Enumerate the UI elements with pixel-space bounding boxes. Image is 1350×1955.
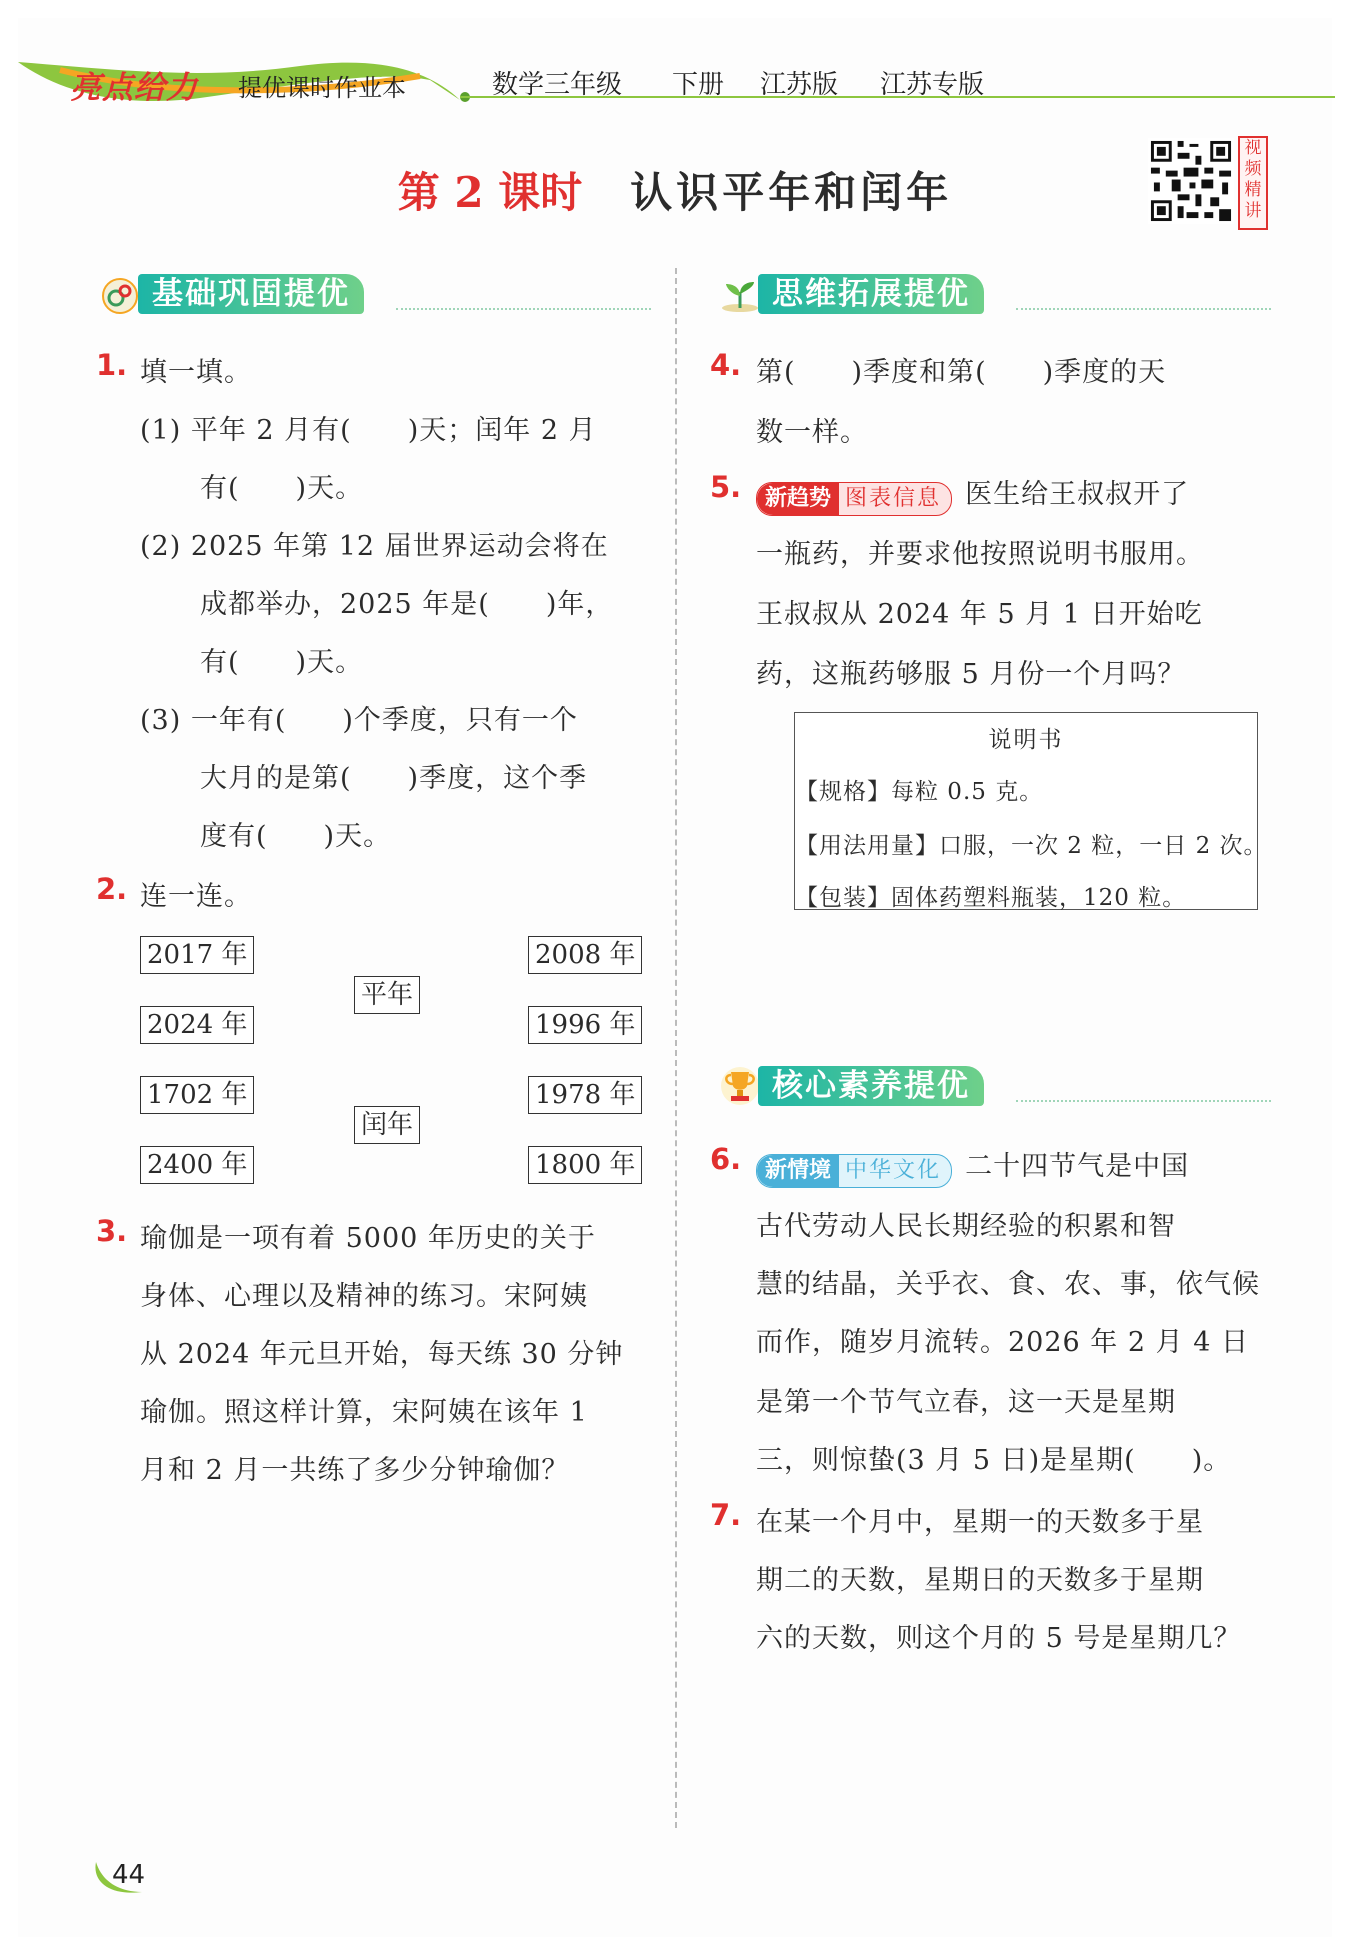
year-box-right[interactable]: 1978 年	[528, 1076, 642, 1114]
q6-line: 而作，随岁月流转。2026 年 2 月 4 日	[756, 1327, 1249, 1358]
edition-label: 江苏版	[760, 70, 839, 100]
series-name: 提优课时作业本	[238, 74, 406, 102]
page-header	[0, 40, 1320, 130]
q7-line: 六的天数，则这个月的 5 号是星期几？	[756, 1623, 1242, 1654]
question-number: 6.	[710, 1142, 742, 1176]
badge-main: 新趋势	[757, 483, 839, 515]
q3-line: 瑜伽。照这样计算，宋阿姨在该年 1	[140, 1397, 588, 1428]
category-box-leap-year[interactable]: 闰年	[354, 1106, 420, 1144]
q1-part3-line3: 度有( )天。	[200, 821, 392, 852]
badge-sub: 中华文化	[845, 1157, 942, 1183]
instructions-spec: 【规格】每粒 0.5 克。	[795, 779, 1044, 805]
q6-line: 二十四节气是中国	[965, 1151, 1190, 1182]
video-explain-label: 视频精讲	[1238, 136, 1268, 230]
trophy-icon	[716, 1064, 764, 1108]
q5-line: 医生给王叔叔开了	[965, 479, 1190, 510]
lesson-topic: 认识平年和闰年	[630, 168, 953, 217]
badge-sub: 图表信息	[845, 485, 942, 511]
question-number: 3.	[96, 1214, 128, 1248]
brand-name: 亮点给力	[70, 70, 198, 106]
q3-line: 身体、心理以及精神的练习。宋阿姨	[140, 1281, 588, 1312]
q5-line: 一瓶药，并要求他按照说明书服用。	[756, 539, 1204, 570]
q1-part2-line3: 有( )天。	[200, 647, 364, 678]
context-badge	[756, 1154, 952, 1188]
year-box-right[interactable]: 1996 年	[528, 1006, 642, 1044]
gears-icon	[96, 272, 144, 316]
instructions-title: 说明书	[988, 727, 1064, 753]
q4-line: 第( )季度和第( )季度的天	[756, 357, 1167, 388]
question-number: 2.	[96, 872, 128, 906]
q3-line: 月和 2 月一共练了多少分钟瑜伽？	[140, 1455, 570, 1486]
q6-line: 三，则惊蛰(3 月 5 日)是星期( )。	[756, 1445, 1232, 1476]
section-rule	[1016, 1100, 1271, 1102]
question-title: 填一填。	[140, 357, 252, 388]
volume-label: 下册	[672, 70, 725, 100]
q1-part2-line1: (2) 2025 年第 12 届世界运动会将在	[140, 531, 609, 562]
subject-label: 数学三年级	[492, 70, 623, 100]
q5-line: 药，这瓶药够服 5 月份一个月吗？	[756, 659, 1186, 690]
page-number: 44	[112, 1860, 146, 1890]
q5-line: 王叔叔从 2024 年 5 月 1 日开始吃	[756, 599, 1203, 630]
year-box-right[interactable]: 2008 年	[528, 936, 642, 974]
q1-part1-line2: 有( )天。	[200, 473, 364, 504]
section-header-thinking	[716, 272, 1276, 316]
question-title: 连一连。	[140, 881, 252, 912]
section-title-thinking: 思维拓展提优	[758, 274, 984, 314]
lesson-number: 第 2 课时	[397, 168, 583, 217]
q4-line: 数一样。	[756, 417, 868, 448]
year-box-left[interactable]: 2017 年	[140, 936, 254, 974]
instructions-usage: 【用法用量】口服，一次 2 粒，一日 2 次。	[795, 833, 1268, 859]
section-title-core: 核心素养提优	[758, 1066, 984, 1106]
section-header-core	[716, 1064, 1276, 1108]
q1-part3-line2: 大月的是第( )季度，这个季	[200, 763, 588, 794]
badge-main: 新情境	[757, 1155, 839, 1187]
q6-line: 是第一个节气立春，这一天是星期	[756, 1387, 1176, 1418]
q1-part3-line1: (3) 一年有( )个季度，只有一个	[140, 705, 578, 736]
special-edition-label: 江苏专版	[880, 70, 985, 100]
question-number: 7.	[710, 1498, 742, 1532]
medicine-instructions-box	[794, 712, 1268, 911]
question-number: 4.	[710, 348, 742, 382]
category-box-common-year[interactable]: 平年	[354, 976, 420, 1014]
q6-line: 古代劳动人民长期经验的积累和智	[756, 1211, 1176, 1242]
qr-code-icon[interactable]	[1148, 138, 1234, 224]
q3-line: 瑜伽是一项有着 5000 年历史的关于	[140, 1223, 596, 1254]
q6-first-line	[756, 1144, 1189, 1188]
q5-first-line	[756, 472, 1189, 516]
q6-line: 慧的结晶，关乎衣、食、农、事，依气候	[756, 1269, 1260, 1300]
q1-part2-line2: 成都举办，2025 年是( )年，	[200, 589, 614, 620]
q7-line: 在某一个月中，星期一的天数多于星	[756, 1507, 1204, 1538]
section-rule	[396, 308, 651, 310]
year-box-left[interactable]: 2024 年	[140, 1006, 254, 1044]
question-number: 1.	[96, 348, 128, 382]
year-box-left[interactable]: 1702 年	[140, 1076, 254, 1114]
section-title-basic: 基础巩固提优	[138, 274, 364, 314]
q7-line: 期二的天数，星期日的天数多于星期	[756, 1565, 1204, 1596]
column-divider	[675, 268, 677, 1828]
year-box-right[interactable]: 1800 年	[528, 1146, 642, 1184]
q1-part1-line1: (1) 平年 2 月有( )天；闰年 2 月	[140, 415, 597, 446]
q3-line: 从 2024 年元旦开始，每天练 30 分钟	[140, 1339, 624, 1370]
question-number: 5.	[710, 470, 742, 504]
trend-badge	[756, 482, 952, 516]
year-box-left[interactable]: 2400 年	[140, 1146, 254, 1184]
sprout-icon	[716, 272, 764, 316]
section-header-basic	[96, 272, 656, 316]
section-rule	[1016, 308, 1271, 310]
instructions-package: 【包装】固体药塑料瓶装，120 粒。	[795, 885, 1187, 911]
